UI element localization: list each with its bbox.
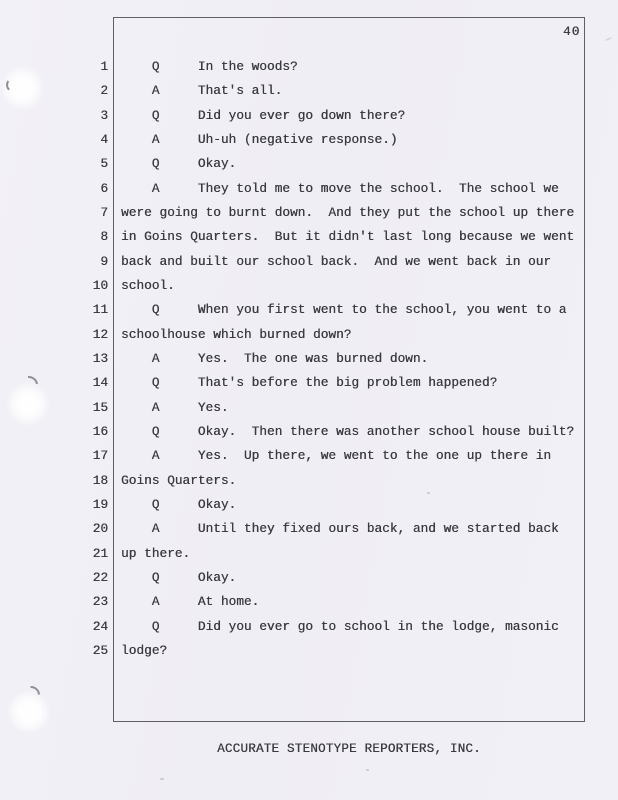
transcript-line	[0, 566, 618, 590]
line-text: Q Okay.	[121, 496, 237, 512]
line-text: A Yes. The one was burned down.	[121, 350, 429, 366]
transcript-line	[0, 250, 618, 274]
scan-speck	[605, 37, 612, 42]
scan-speck	[366, 769, 369, 771]
transcript-line	[0, 152, 618, 176]
line-text: Q That's before the big problem happened?	[121, 375, 498, 391]
line-number: 2	[100, 83, 108, 99]
line-number: 22	[92, 569, 108, 585]
line-text: Q Okay.	[121, 156, 237, 172]
line-number: 14	[92, 375, 108, 391]
line-number: 11	[92, 302, 108, 318]
transcript-line	[0, 396, 618, 420]
line-number: 19	[92, 496, 108, 512]
line-text: back and built our school back. And we went back in our	[121, 253, 552, 269]
line-text: A Until they fixed ours back, and we started back	[121, 521, 559, 537]
line-text: schoolhouse which burned down?	[121, 326, 352, 342]
line-number: 7	[100, 204, 108, 220]
transcript-line	[0, 347, 618, 371]
line-text: Q Okay.	[121, 569, 237, 585]
transcript-line	[0, 615, 618, 639]
line-text: Q Did you ever go down there?	[121, 107, 406, 123]
transcript-line	[0, 590, 618, 614]
transcript-line	[0, 639, 618, 663]
transcript-line	[0, 517, 618, 541]
line-text: Q Did you ever go to school in the lodge, masonic	[121, 618, 559, 634]
line-number: 12	[92, 326, 108, 342]
line-number: 5	[100, 156, 108, 172]
line-text: in Goins Quarters. But it didn't last long because we went	[121, 229, 575, 245]
line-number: 8	[100, 229, 108, 245]
transcript-line	[0, 201, 618, 225]
transcript-lines	[0, 55, 618, 663]
scan-speck	[427, 492, 430, 494]
transcript-line	[0, 104, 618, 128]
line-text: lodge?	[121, 642, 168, 658]
line-number: 21	[92, 545, 108, 561]
transcript-line	[0, 298, 618, 322]
transcript-line	[0, 274, 618, 298]
line-text: Q In the woods?	[121, 59, 298, 74]
line-text: up there.	[121, 545, 191, 561]
line-number: 18	[92, 472, 108, 488]
line-text: A They told me to move the school. The school we	[121, 180, 559, 196]
transcript-line	[0, 225, 618, 249]
line-text: A That's all.	[121, 83, 283, 99]
reporter-footer: ACCURATE STENOTYPE REPORTERS, INC.	[217, 742, 481, 756]
line-text: Goins Quarters.	[121, 472, 237, 488]
line-text: Q Okay. Then there was another school house built?	[121, 423, 575, 439]
transcript-line	[0, 371, 618, 395]
transcript-line	[0, 420, 618, 444]
scan-speck	[160, 778, 164, 780]
transcript-line	[0, 55, 618, 79]
transcript-line	[0, 493, 618, 517]
line-number: 1	[100, 59, 108, 74]
transcript-line	[0, 444, 618, 468]
line-number: 3	[100, 107, 108, 123]
line-number: 17	[92, 448, 108, 464]
line-number: 10	[92, 277, 108, 293]
line-number: 13	[92, 350, 108, 366]
line-text: Q When you first went to the school, you went to a	[121, 302, 567, 318]
transcript-line	[0, 469, 618, 493]
line-text: A Yes. Up there, we went to the one up there in	[121, 448, 552, 464]
line-number: 9	[100, 253, 108, 269]
transcript-line	[0, 128, 618, 152]
line-text: A Yes.	[121, 399, 229, 415]
line-text: school.	[121, 277, 175, 293]
line-number: 24	[92, 618, 108, 634]
transcript-line	[0, 177, 618, 201]
transcript-line	[0, 79, 618, 103]
line-number: 25	[92, 642, 108, 658]
line-text: were going to burnt down. And they put the school up there	[121, 204, 575, 220]
line-number: 15	[92, 399, 108, 415]
transcript-line	[0, 323, 618, 347]
line-number: 20	[92, 521, 108, 537]
line-number: 4	[100, 131, 108, 147]
page-number: 40	[563, 24, 581, 39]
line-number: 16	[92, 423, 108, 439]
line-number: 23	[92, 594, 108, 610]
line-text: A At home.	[121, 594, 260, 610]
transcript-line	[0, 542, 618, 566]
line-number: 6	[100, 180, 108, 196]
line-text: A Uh-uh (negative response.)	[121, 131, 398, 147]
